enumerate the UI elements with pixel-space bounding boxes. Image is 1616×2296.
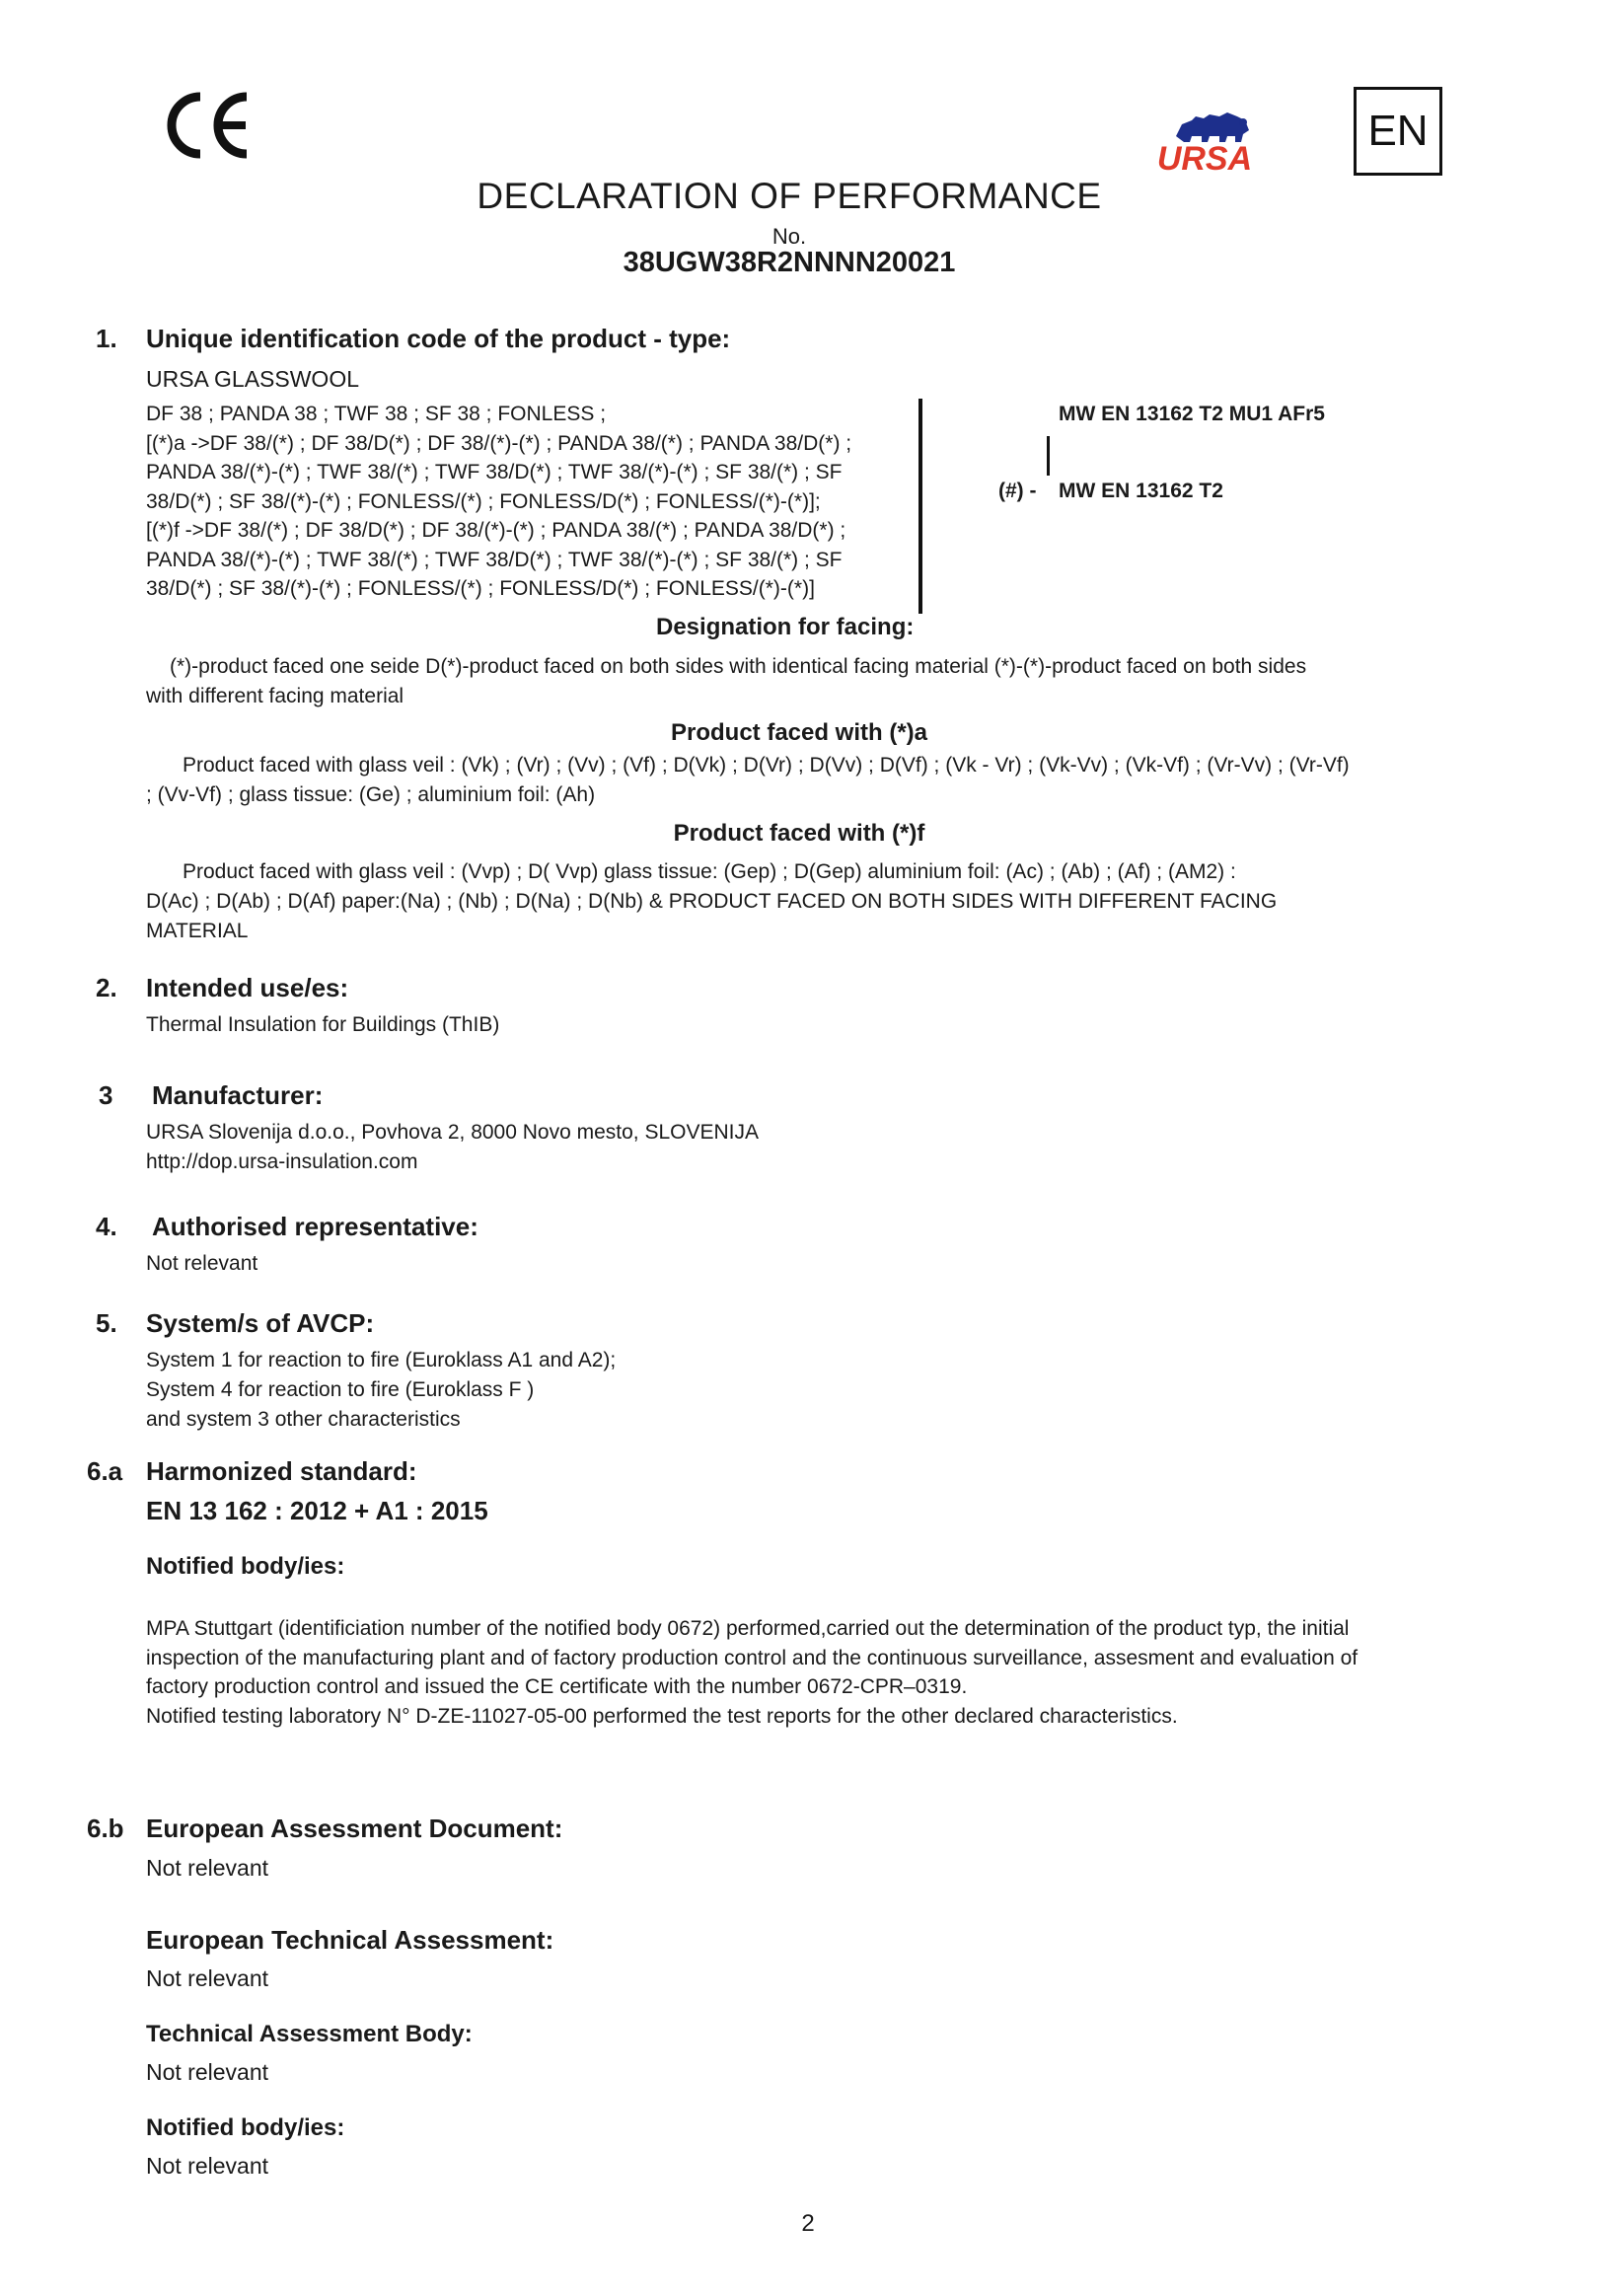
harmonized-standard: EN 13 162 : 2012 + A1 : 2015 — [146, 1496, 488, 1525]
faced-f-heading: Product faced with (*)f — [673, 820, 925, 847]
code-line: PANDA 38/(*)-(*) ; TWF 38/(*) ; TWF 38/D(*) ; TWF 38/(*)-(*) ; SF 38/(*) ; SF — [146, 461, 843, 483]
nb-text: Not relevant — [146, 2153, 269, 2179]
notified-body-line: Notified testing laboratory N° D-ZE-11027-05-00 performed the test reports for the other declared characteristics. — [146, 1704, 1178, 1728]
page-title: DECLARATION OF PERFORMANCE — [477, 176, 1102, 216]
ursa-logo — [1146, 95, 1263, 174]
section-3-number: 3 — [99, 1080, 113, 1110]
faced-a-heading: Product faced with (*)a — [670, 719, 928, 746]
avcp-line-3: and system 3 other characteristics — [146, 1408, 461, 1431]
designation-code-1: MW EN 13162 T2 MU1 AFr5 — [1059, 403, 1325, 425]
faced-a-line-1: Product faced with glass veil : (Vk) ; (Vr) ; (Vv) ; (Vf) ; D(Vk) ; D(Vr) ; D(Vv) ; D(Vf) ; (Vk - Vr) ; (Vk-Vv) ; (Vk-Vf) ; (Vr-Vv) ; (Vr-Vf) — [183, 754, 1350, 777]
designation-prefix: (#) - — [998, 480, 1037, 502]
product-name: URSA GLASSWOOL — [146, 366, 360, 392]
facing-line-2: with different facing material — [146, 685, 404, 707]
tab-text: Not relevant — [146, 2059, 269, 2085]
ce-mark-icon — [163, 89, 252, 163]
notified-body-line: factory production control and issued the CE certificate with the number 0672-CPR–0319. — [146, 1675, 968, 1698]
section-2-number: 2. — [96, 973, 117, 1002]
authorised-rep-text: Not relevant — [146, 1252, 258, 1275]
avcp-line-1: System 1 for reaction to fire (Euroklass A1 and A2); — [146, 1349, 617, 1371]
language-badge: EN — [1354, 87, 1442, 176]
notified-body-line: MPA Stuttgart (identificiation number of the notified body 0672) performed,carried out the determination of the product typ, the initial — [146, 1617, 1350, 1640]
faced-a-line-2: ; (Vv-Vf) ; glass tissue: (Ge) ; aluminium foil: (Ah) — [146, 783, 596, 806]
eta-text: Not relevant — [146, 1965, 269, 1991]
eta-heading: European Technical Assessment: — [146, 1925, 554, 1955]
nb-heading: Notified body/ies: — [146, 2114, 345, 2141]
product-codes — [146, 400, 916, 604]
code-line: DF 38 ; PANDA 38 ; TWF 38 ; SF 38 ; FONLESS ; — [146, 403, 607, 425]
faced-f-line-1: Product faced with glass veil : (Vvp) ; D( Vvp) glass tissue: (Gep) ; D(Gep) aluminium foil: (Ac) ; (Ab) ; (Af) ; (AM2) : — [183, 860, 1236, 883]
notified-body-line: inspection of the manufacturing plant and of factory production control and the continuous surveillance, assesment and evaluation of — [146, 1646, 1359, 1669]
code-line: 38/D(*) ; SF 38/(*)-(*) ; FONLESS/(*) ; FONLESS/D(*) ; FONLESS/(*)-(*)] — [146, 577, 815, 600]
section-4-title: Authorised representative: — [152, 1212, 478, 1241]
section-4-number: 4. — [96, 1212, 117, 1241]
section-5-number: 5. — [96, 1308, 117, 1338]
section-6a-title: Harmonized standard: — [146, 1456, 417, 1486]
code-line: [(*)f ->DF 38/(*) ; DF 38/D(*) ; DF 38/(*)-(*) ; PANDA 38/(*) ; PANDA 38/D(*) ; — [146, 519, 846, 542]
divider-line — [918, 399, 922, 614]
doc-number: 38UGW38R2NNNN20021 — [623, 247, 956, 278]
facing-line-1: (*)-product faced one seide D(*)-product faced on both sides with identical facing material (*)-(*)-product faced on both sides — [170, 655, 1307, 678]
code-line: [(*)a ->DF 38/(*) ; DF 38/D(*) ; DF 38/(*)-(*) ; PANDA 38/(*) ; PANDA 38/D(*) ; — [146, 431, 852, 455]
section-2-title: Intended use/es: — [146, 973, 349, 1002]
notified-body-heading: Notified body/ies: — [146, 1553, 345, 1580]
notified-body-text — [146, 1614, 1458, 1731]
code-line: PANDA 38/(*)-(*) ; TWF 38/(*) ; TWF 38/D(*) ; TWF 38/(*)-(*) ; SF 38/(*) ; SF — [146, 548, 843, 571]
faced-f-line-2: D(Ac) ; D(Ab) ; D(Af) paper:(Na) ; (Nb) ; D(Na) ; D(Nb) & PRODUCT FACED ON BOTH SIDES WITH DIFFERENT FACING — [146, 890, 1278, 913]
doc-number-label: No. — [771, 224, 807, 249]
designation-code-2: MW EN 13162 T2 — [1059, 480, 1223, 502]
ead-text: Not relevant — [146, 1855, 269, 1881]
tab-heading: Technical Assessment Body: — [146, 2021, 473, 2047]
section-1-title: Unique identification code of the product - type: — [146, 324, 731, 353]
intended-use-text: Thermal Insulation for Buildings (ThIB) — [146, 1013, 500, 1036]
page-number: 2 — [801, 2210, 815, 2237]
section-6a-number: 6.a — [87, 1456, 123, 1486]
svg-text:URSA: URSA — [1156, 140, 1253, 174]
facing-heading: Designation for facing: — [656, 614, 915, 640]
section-6b-title: European Assessment Document: — [146, 1814, 563, 1843]
section-5-title: System/s of AVCP: — [146, 1308, 375, 1338]
section-6b-number: 6.b — [87, 1814, 124, 1843]
faced-f-line-3: MATERIAL — [146, 920, 249, 942]
manufacturer-url: http://dop.ursa-insulation.com — [146, 1150, 418, 1173]
designation-connector — [1047, 436, 1050, 476]
manufacturer-address: URSA Slovenija d.o.o., Povhova 2, 8000 Novo mesto, SLOVENIJA — [146, 1121, 759, 1144]
code-line: 38/D(*) ; SF 38/(*)-(*) ; FONLESS/(*) ; FONLESS/D(*) ; FONLESS/(*)-(*)]; — [146, 489, 821, 513]
section-1-number: 1. — [96, 324, 117, 353]
avcp-line-2: System 4 for reaction to fire (Euroklass F ) — [146, 1378, 535, 1401]
section-3-title: Manufacturer: — [152, 1080, 324, 1110]
